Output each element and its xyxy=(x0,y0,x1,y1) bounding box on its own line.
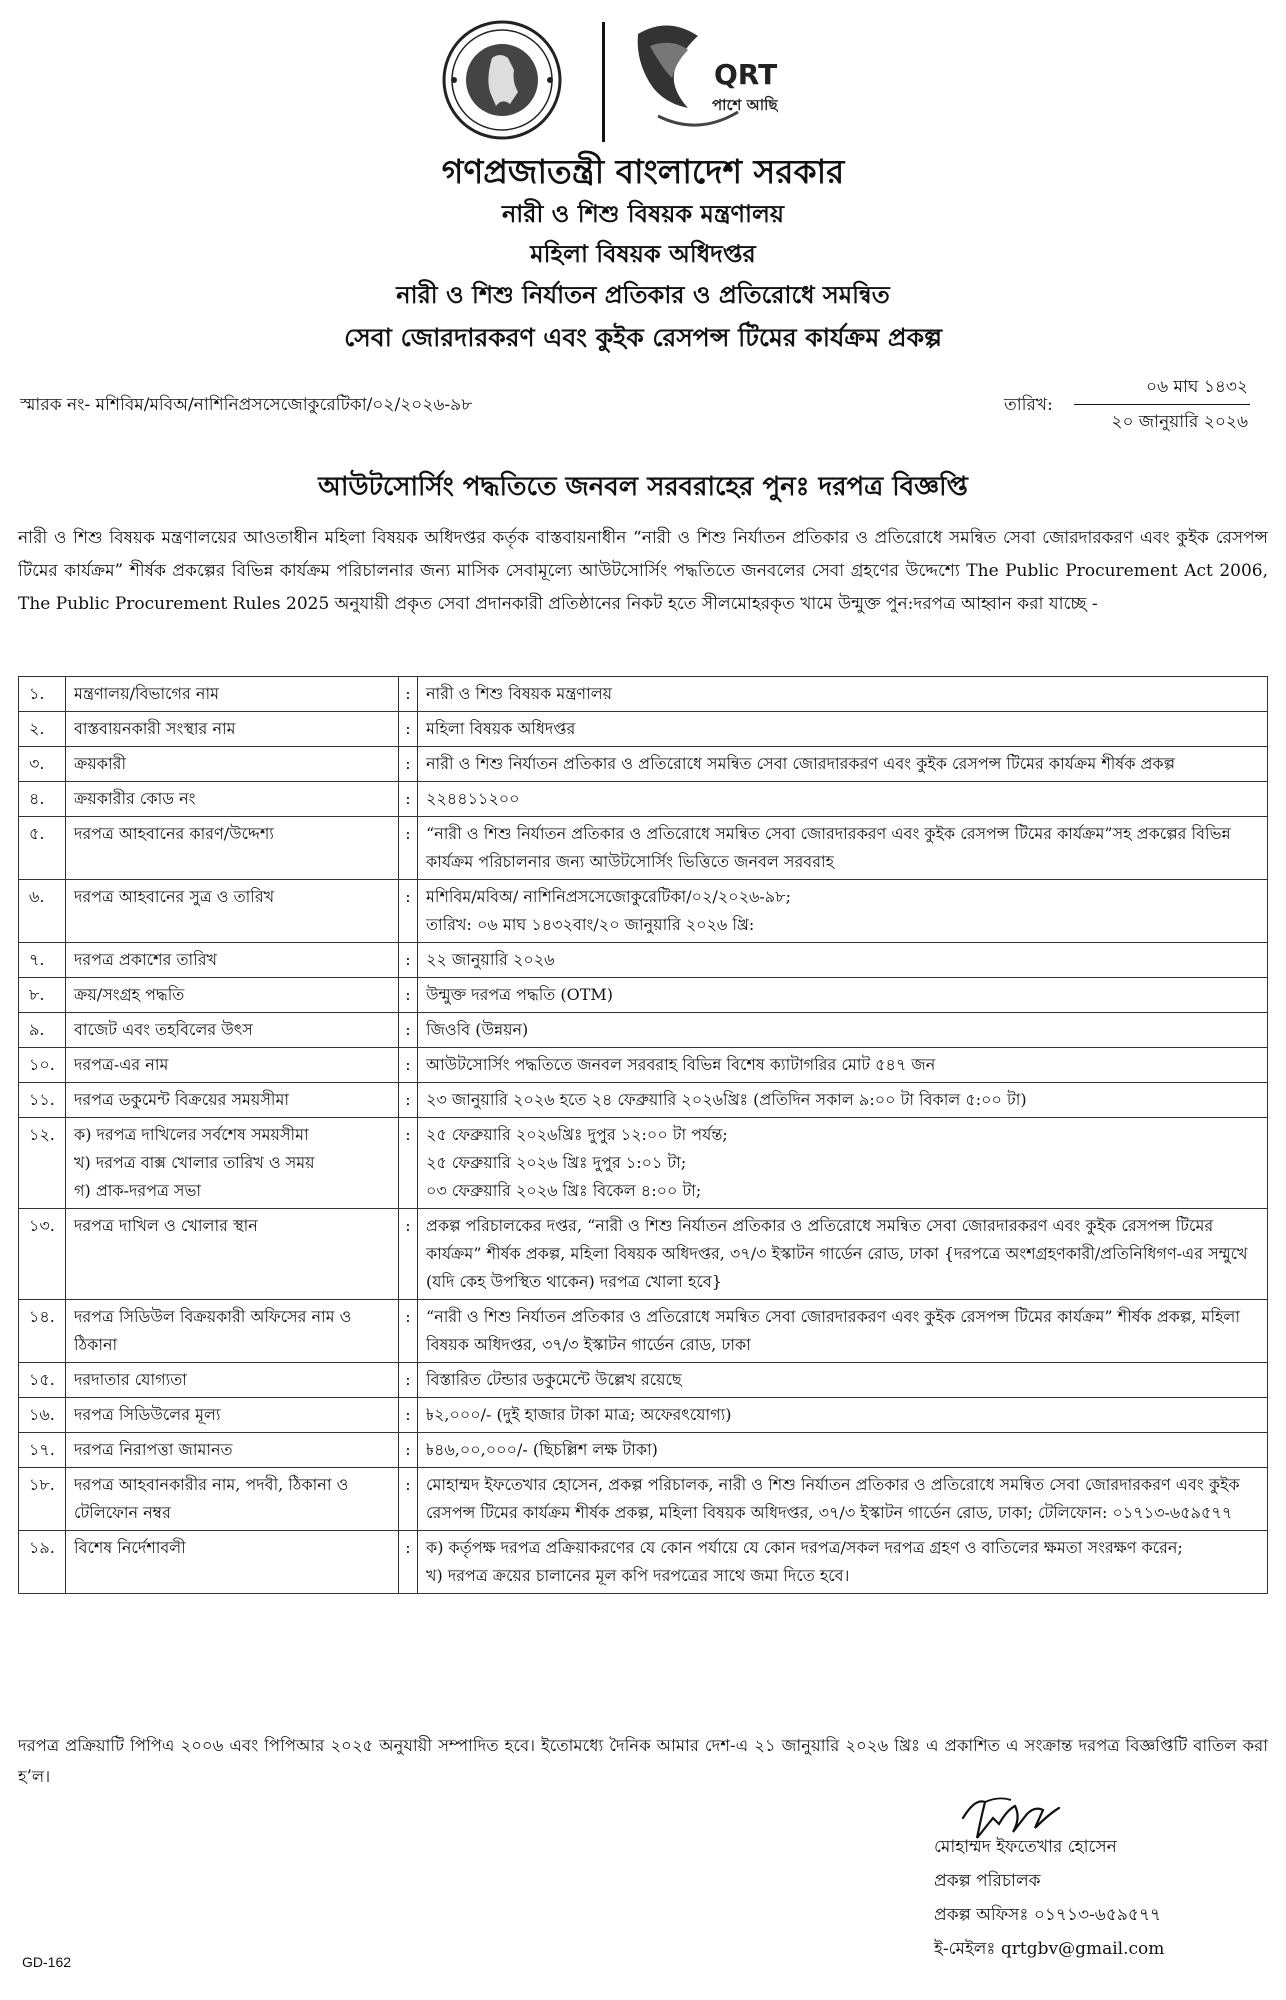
table-row xyxy=(19,782,1268,817)
row-value: ২৫ ফেব্রুয়ারি ২০২৬খ্রিঃ দুপুর ১২:০০ টা পর্যন্ত; ২৫ ফেব্রুয়ারি ২০২৬ খ্রিঃ দুপুর ১:০১ টা; ০৩ ফেব্রুয়ারি ২০২৬ খ্রিঃ বিকেল ৪:০০ টা; xyxy=(418,1118,1268,1209)
row-colon: : xyxy=(399,1363,418,1398)
project-name-line2: সেবা জোরদারকরণ এবং কুইক রেসপন্স টিমের কার্যক্রম প্রকল্প xyxy=(344,323,942,352)
row-label: দরপত্র সিডিউলের মূল্য xyxy=(66,1398,399,1433)
row-value: ২২৪৪১১২০০ xyxy=(418,782,1268,817)
svg-text:QRT: QRT xyxy=(714,58,778,91)
row-value: মশিবিম/মবিঅ/ নাশিনিপ্রসসেজোকুরেটিকা/০২/২০২৬-৯৮; তারিখ: ০৬ মাঘ ১৪৩২বাং/২০ জানুয়ারি ২০২৬ খ্রি: xyxy=(418,880,1268,943)
signatory-block xyxy=(934,1830,1164,1966)
row-serial: ১৮. xyxy=(19,1468,66,1531)
row-label: দরদাতার যোগ্যতা xyxy=(66,1363,399,1398)
date-english: ২০ জানুয়ারি ২০২৬ xyxy=(1111,412,1248,432)
department-name: মহিলা বিষয়ক অধিদপ্তর xyxy=(530,239,756,268)
date-bangla: ০৬ মাঘ ১৪৩২ xyxy=(1074,374,1250,405)
row-serial: ১. xyxy=(19,677,66,712)
row-label: ক) দরপত্র দাখিলের সর্বশেষ সময়সীমা খ) দরপত্র বাক্স খোলার তারিখ ও সময় গ) প্রাক-দরপত্র সভা xyxy=(66,1118,399,1209)
table-row xyxy=(19,677,1268,712)
row-value: ৳৪৬,০০,০০০/- (ছিচল্লিশ লক্ষ টাকা) xyxy=(418,1433,1268,1468)
row-value: ৳২,০০০/- (দুই হাজার টাকা মাত্র; অফেরৎযোগ্য) xyxy=(418,1398,1268,1433)
row-label: বাস্তবায়নকারী সংস্থার নাম xyxy=(66,712,399,747)
row-serial: ১১. xyxy=(19,1083,66,1118)
row-label: দরপত্র সিডিউল বিক্রয়কারী অফিসের নাম ও ঠিকানা xyxy=(66,1300,399,1363)
row-value: ২৩ জানুয়ারি ২০২৬ হতে ২৪ ফেব্রুয়ারি ২০২৬খ্রিঃ (প্রতিদিন সকাল ৯:০০ টা বিকাল ৫:০০ টা) xyxy=(418,1083,1268,1118)
table-row xyxy=(19,978,1268,1013)
row-serial: ১৫. xyxy=(19,1363,66,1398)
row-label: মন্ত্রণালয়/বিভাগের নাম xyxy=(66,677,399,712)
row-label: দরপত্র আহবানের কারণ/উদ্দেশ্য xyxy=(66,817,399,880)
row-value: উন্মুক্ত দরপত্র পদ্ধতি (OTM) xyxy=(418,978,1268,1013)
qrt-logo-icon xyxy=(628,16,778,140)
table-row xyxy=(19,880,1268,943)
government-seal-icon xyxy=(440,18,564,142)
row-value: আউটসোর্সিং পদ্ধতিতে জনবল সরবরাহ বিভিন্ন বিশেষ ক্যাটাগরির মোট ৫৪৭ জন xyxy=(418,1048,1268,1083)
row-colon: : xyxy=(399,1209,418,1300)
row-label: বাজেট এবং তহবিলের উৎস xyxy=(66,1013,399,1048)
row-colon: : xyxy=(399,677,418,712)
government-title: গণপ্রজাতন্ত্রী বাংলাদেশ সরকার xyxy=(441,152,845,191)
row-value: ক) কর্তৃপক্ষ দরপত্র প্রক্রিয়াকরণের যে কোন পর্যায়ে যে কোন দরপত্র/সকল দরপত্র গ্রহণ ও বাতিলের ক্ষমতা সংরক্ষণ করেন; খ) দরপত্র ক্রয়ের চালানের মূল কপি দরপত্রের সাথে জমা দিতে হবে। xyxy=(418,1531,1268,1594)
row-colon: : xyxy=(399,1300,418,1363)
table-row xyxy=(19,1013,1268,1048)
gd-code: GD-162 xyxy=(22,1954,72,1970)
ministry-name: নারী ও শিশু বিষয়ক মন্ত্রণালয় xyxy=(501,199,785,228)
table-row xyxy=(19,1468,1268,1531)
row-colon: : xyxy=(399,1118,418,1209)
row-colon: : xyxy=(399,1398,418,1433)
table-row xyxy=(19,1531,1268,1594)
table-row xyxy=(19,1048,1268,1083)
row-serial: ১২. xyxy=(19,1118,66,1209)
row-serial: ৯. xyxy=(19,1013,66,1048)
table-row xyxy=(19,943,1268,978)
row-label: ক্রয়/সংগ্রহ পদ্ধতি xyxy=(66,978,399,1013)
row-serial: ১৪. xyxy=(19,1300,66,1363)
row-colon: : xyxy=(399,1048,418,1083)
row-colon: : xyxy=(399,943,418,978)
row-label: দরপত্র দাখিল ও খোলার স্থান xyxy=(66,1209,399,1300)
tender-details-table xyxy=(18,676,1268,1594)
row-value: প্রকল্প পরিচালকের দপ্তর, “নারী ও শিশু নির্যাতন প্রতিকার ও প্রতিরোধে সমন্বিত সেবা জোরদারকরণ এবং কুইক রেসপন্স টিমের কার্যক্রম” শীর্ষক প্রকল্প, মহিলা বিষয়ক অধিদপ্তর, ৩৭/৩ ইস্কাটন গার্ডেন রোড, ঢাকা {দরপত্রে অংশগ্রহণকারী/প্রতিনিধিগণ-এর সম্মুখে (যদি কেহ উপস্থিত থাকেন) দরপত্র খোলা হবে} xyxy=(418,1209,1268,1300)
row-colon: : xyxy=(399,1433,418,1468)
row-serial: ১৯. xyxy=(19,1531,66,1594)
row-label: দরপত্র ডকুমেন্ট বিক্রয়ের সময়সীমা xyxy=(66,1083,399,1118)
row-label: দরপত্র নিরাপত্তা জামানত xyxy=(66,1433,399,1468)
table-row xyxy=(19,1083,1268,1118)
row-colon: : xyxy=(399,782,418,817)
row-colon: : xyxy=(399,712,418,747)
signatory-phone: প্রকল্প অফিসঃ ০১৭১৩-৬৫৯৫৭৭ xyxy=(934,1905,1162,1925)
row-label: দরপত্র আহবানের সুত্র ও তারিখ xyxy=(66,880,399,943)
row-colon: : xyxy=(399,880,418,943)
row-serial: ৫. xyxy=(19,817,66,880)
row-label: বিশেষ নির্দেশাবলী xyxy=(66,1531,399,1594)
table-row xyxy=(19,747,1268,782)
row-value: “নারী ও শিশু নির্যাতন প্রতিকার ও প্রতিরোধে সমন্বিত সেবা জোরদারকরণ এবং কুইক রেসপন্স টিমের কার্যক্রম” শীর্ষক প্রকল্প, মহিলা বিষয়ক অধিদপ্তর, ৩৭/৩ ইস্কাটন গার্ডেন রোড, ঢাকা xyxy=(418,1300,1268,1363)
logo-divider xyxy=(602,22,605,142)
row-serial: ২. xyxy=(19,712,66,747)
intro-paragraph: নারী ও শিশু বিষয়ক মন্ত্রণালয়ের আওতাধীন মহিলা বিষয়ক অধিদপ্তর কর্তৃক বাস্তবায়নাধীন “নারী ও শিশু নির্যাতন প্রতিকার ও প্রতিরোধে সমন্বিত সেবা জোরদারকরণ এবং কুইক রেসপন্স টিমের কার্যক্রম” শীর্ষক প্রকল্পের বিভিন্ন কার্যক্রম পরিচালনার জন্য মাসিক সেবামূল্যে আউটসোর্সিং পদ্ধতিতে জনবলের সেবা গ্রহণের উদ্দেশ্যে The Public Procurement Act 2006, The Public Procurement Rules 2025 অনুযায়ী প্রকৃত সেবা প্রদানকারী প্রতিষ্ঠানের নিকট হতে সীলমোহরকৃত খামে উন্মুক্ত পুন:দরপত্র আহ্বান করা যাচ্ছে - xyxy=(18,528,1268,614)
row-colon: : xyxy=(399,1013,418,1048)
row-serial: ১০. xyxy=(19,1048,66,1083)
table-row xyxy=(19,1363,1268,1398)
row-serial: ৪. xyxy=(19,782,66,817)
table-row xyxy=(19,817,1268,880)
row-label: দরপত্র আহবানকারীর নাম, পদবী, ঠিকানা ও টেলিফোন নম্বর xyxy=(66,1468,399,1531)
row-value: বিস্তারিত টেন্ডার ডকুমেন্টে উল্লেখ রয়েছে xyxy=(418,1363,1268,1398)
notice-title: আউটসোর্সিং পদ্ধতিতে জনবল সরবরাহের পুনঃ দরপত্র বিজ্ঞপ্তি xyxy=(318,472,968,502)
table-row xyxy=(19,1433,1268,1468)
row-colon: : xyxy=(399,1083,418,1118)
row-value: ২২ জানুয়ারি ২০২৬ xyxy=(418,943,1268,978)
row-label: দরপত্র প্রকাশের তারিখ xyxy=(66,943,399,978)
header-logos xyxy=(0,14,1286,144)
row-serial: ৮. xyxy=(19,978,66,1013)
footer-note: দরপত্র প্রক্রিয়াটি পিপিএ ২০০৬ এবং পিপিআর ২০২৫ অনুযায়ী সম্পাদিত হবে। ইতোমধ্যে দৈনিক আমার দেশ-এ ২১ জানুয়ারি ২০২৬ খ্রিঃ এ প্রকাশিত এ সংক্রান্ত দরপত্র বিজ্ঞপ্তিটি বাতিল করা হ’ল। xyxy=(18,1736,1268,1786)
row-serial: ৭. xyxy=(19,943,66,978)
memo-reference: স্মারক নং- মশিবিম/মবিঅ/নাশিনিপ্রসসেজোকুরেটিকা/০২/২০২৬-৯৮ xyxy=(20,395,473,415)
date-block xyxy=(1074,374,1250,437)
row-label: দরপত্র-এর নাম xyxy=(66,1048,399,1083)
table-row xyxy=(19,1300,1268,1363)
row-colon: : xyxy=(399,978,418,1013)
signatory-name: মোহাম্মদ ইফতেখার হোসেন xyxy=(934,1837,1117,1857)
row-label: ক্রয়কারী xyxy=(66,747,399,782)
row-serial: ৬. xyxy=(19,880,66,943)
signatory-designation: প্রকল্প পরিচালক xyxy=(934,1871,1041,1891)
row-colon: : xyxy=(399,817,418,880)
row-colon: : xyxy=(399,1468,418,1531)
table-row xyxy=(19,1209,1268,1300)
table-row xyxy=(19,1398,1268,1433)
row-serial: ১৩. xyxy=(19,1209,66,1300)
row-value: “নারী ও শিশু নির্যাতন প্রতিকার ও প্রতিরোধে সমন্বিত সেবা জোরদারকরণ এবং কুইক রেসপন্স টিমের কার্যক্রম”সহ প্রকল্পের বিভিন্ন কার্যক্রম পরিচালনার জন্য আউটসোর্সিং ভিত্তিতে জনবল সরবরাহ xyxy=(418,817,1268,880)
row-serial: ১৬. xyxy=(19,1398,66,1433)
row-value: নারী ও শিশু বিষয়ক মন্ত্রণালয় xyxy=(418,677,1268,712)
row-serial: ১৭. xyxy=(19,1433,66,1468)
row-value: মোহাম্মদ ইফতেখার হোসেন, প্রকল্প পরিচালক, নারী ও শিশু নির্যাতন প্রতিকার ও প্রতিরোধে সমন্বিত সেবা জোরদারকরণ এবং কুইক রেসপন্স টিমের কার্যক্রম শীর্ষক প্রকল্প, মহিলা বিষয়ক অধিদপ্তর, ৩৭/৩ ইস্কাটন গার্ডেন রোড, ঢাকা; টেলিফোন: ০১৭১৩-৬৫৯৫৭৭ xyxy=(418,1468,1268,1531)
table-row xyxy=(19,712,1268,747)
row-value: মহিলা বিষয়ক অধিদপ্তর xyxy=(418,712,1268,747)
date-label: তারিখ: xyxy=(1004,395,1053,415)
row-value: জিওবি (উন্নয়ন) xyxy=(418,1013,1268,1048)
row-label: ক্রয়কারীর কোড নং xyxy=(66,782,399,817)
signatory-email: ই-মেইলঃ qrtgbv@gmail.com xyxy=(934,1939,1165,1959)
row-value: নারী ও শিশু নির্যাতন প্রতিকার ও প্রতিরোধে সমন্বিত সেবা জোরদারকরণ এবং কুইক রেসপন্স টিমের কার্যক্রম শীর্ষক প্রকল্প xyxy=(418,747,1268,782)
svg-text:পাশে আছি: পাশে আছি xyxy=(712,96,778,114)
row-colon: : xyxy=(399,1531,418,1594)
row-colon: : xyxy=(399,747,418,782)
project-name-line1: নারী ও শিশু নির্যাতন প্রতিকার ও প্রতিরোধে সমন্বিত xyxy=(396,280,890,309)
row-serial: ৩. xyxy=(19,747,66,782)
table-row xyxy=(19,1118,1268,1209)
